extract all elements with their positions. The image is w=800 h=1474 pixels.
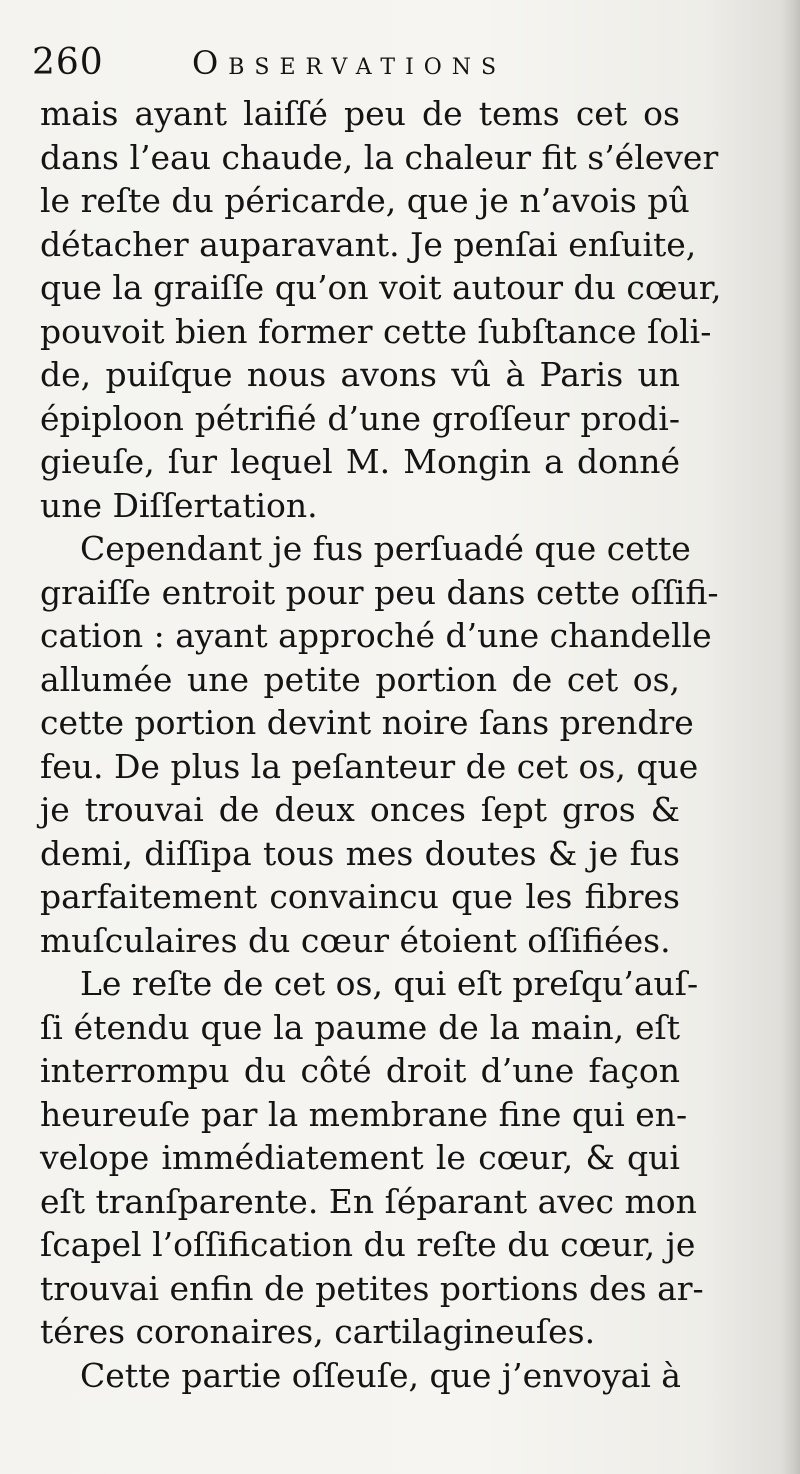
text-line: Le reſte de cet os, qui eſt preſqu’auſ- <box>80 964 699 1003</box>
text-line: eſt tranſparente. En ſéparant avec mon <box>40 1181 697 1221</box>
running-title: Observations <box>192 44 507 82</box>
text-line: interrompu du côté droit d’une façon <box>40 1051 680 1090</box>
text-line: dans l’eau chaude, la chaleur fit s’élever <box>40 137 719 177</box>
text-line: feu. De plus la peſanteur de cet os, que <box>40 746 699 786</box>
text-line: parfaitement convaincu que les fibres <box>40 877 680 916</box>
text-line: téres coronaires, cartilagineuſes. <box>40 1312 596 1351</box>
text-line: je trouvai de deux onces ſept gros & <box>40 790 680 829</box>
text-line: mais ayant laiſſé peu de tems cet os <box>40 94 680 133</box>
text-line: cation : ayant approché d’une chandelle <box>40 616 712 655</box>
text-line: une Diſſertation. <box>40 485 318 525</box>
text-line: le reſte du péricarde, que je n’avois pû <box>40 181 690 220</box>
page-header <box>32 38 652 88</box>
text-line: que la graiſſe qu’on voit autour du cœur, <box>40 268 722 307</box>
text-line: heureuſe par la membrane fine qui en- <box>40 1094 688 1134</box>
text-line: gieuſe, ſur lequel M. Mongin a donné <box>40 442 680 481</box>
text-line: ſi étendu que la paume de la main, eſt <box>40 1007 680 1047</box>
text-line: épiploon pétrifié d’une groſſeur prodi- <box>40 398 680 438</box>
page-edge-shadow <box>780 0 800 1474</box>
text-line: velope immédiatement le cœur, & qui <box>40 1138 680 1177</box>
text-line: trouvai enfin de petites portions des ar- <box>40 1268 704 1308</box>
page-number: 260 <box>32 42 104 83</box>
text-line: demi, diſſipa tous mes doutes & je fus <box>40 833 680 873</box>
text-line: graiſſe entroit pour peu dans cette oſſifi- <box>40 572 719 612</box>
text-line: allumée une petite portion de cet os, <box>40 659 680 699</box>
text-line: de, puiſque nous avons vû à Paris un <box>40 355 680 394</box>
text-line: muſculaires du cœur étoient oſſifiées. <box>40 920 671 960</box>
text-line: Cette partie oſſeuſe, que j’envoyai à <box>80 1355 681 1395</box>
body-text <box>40 92 722 1397</box>
text-line: détacher auparavant. Je penſai enſuite, <box>40 224 697 264</box>
text-line: ſcapel l’oſſification du reſte du cœur, je <box>40 1225 696 1264</box>
text-line: Cependant je fus perſuadé que cette <box>80 529 691 568</box>
text-line: pouvoit bien former cette ſubſtance ſoli- <box>40 311 712 351</box>
text-line: cette portion devint noire ſans prendre <box>40 703 694 742</box>
